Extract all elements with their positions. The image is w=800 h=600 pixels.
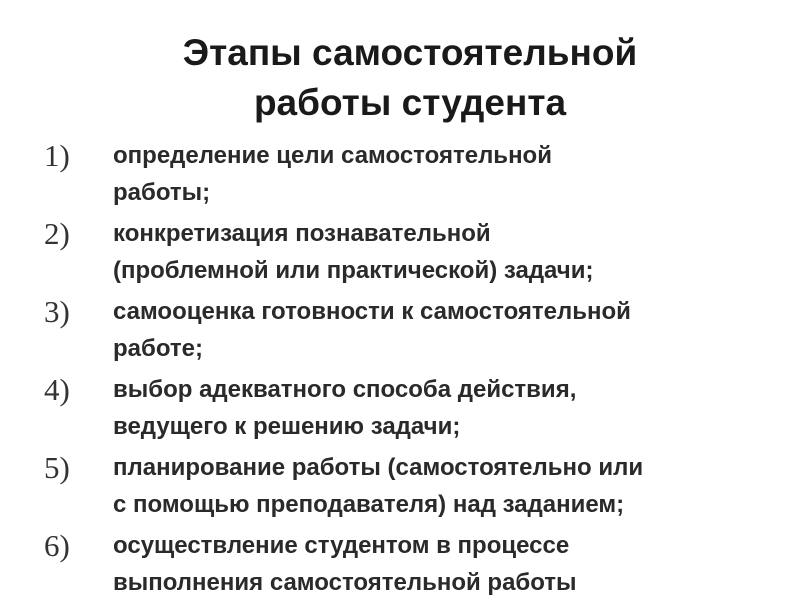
list-item-text xyxy=(113,449,773,523)
list-item xyxy=(0,215,800,293)
list-item-text-line: самооценка готовности к самостоятельной xyxy=(113,298,631,325)
list-item-text-line: работе; xyxy=(113,335,203,362)
slide-title xyxy=(0,28,800,128)
list-item-number: 3) xyxy=(44,294,70,329)
list-item-number: 6) xyxy=(44,528,70,563)
list-item-text-line: осуществление студентом в процессе xyxy=(113,532,570,559)
list-item-text-line: (проблемной или практической) задачи; xyxy=(113,257,594,284)
list-item xyxy=(0,449,800,527)
list-item-text-line: выполнения самостоятельной работы xyxy=(113,569,577,596)
list-item-text-line: работы; xyxy=(113,179,211,206)
list-item-text-line: определение цели самостоятельной xyxy=(113,142,552,169)
list-item-text xyxy=(113,137,773,211)
list-item-text xyxy=(113,371,773,445)
list-item-text-line: конкретизация познавательной xyxy=(113,220,491,247)
list-item-text xyxy=(113,215,773,289)
list-item xyxy=(0,527,800,600)
list-item-number: 5) xyxy=(44,450,70,485)
list-item-number: 2) xyxy=(44,216,70,251)
list-item-number: 4) xyxy=(44,372,70,407)
list-item-text-line: планирование работы (самостоятельно или xyxy=(113,454,644,481)
list-item xyxy=(0,137,800,215)
list-item-text xyxy=(113,293,773,367)
list-item-text-line: выбор адекватного способа действия, xyxy=(113,376,577,403)
slide-title-line-1: Этапы самостоятельной xyxy=(182,32,638,73)
list-item xyxy=(0,371,800,449)
stages-list xyxy=(0,137,800,600)
list-item xyxy=(0,293,800,371)
list-item-text-line: ведущего к решению задачи; xyxy=(113,413,461,440)
list-item-text-line: с помощью преподавателя) над заданием; xyxy=(113,491,625,518)
list-item-number: 1) xyxy=(44,138,70,173)
slide-title-line-2: работы студента xyxy=(253,82,567,123)
list-item-text xyxy=(113,527,773,600)
